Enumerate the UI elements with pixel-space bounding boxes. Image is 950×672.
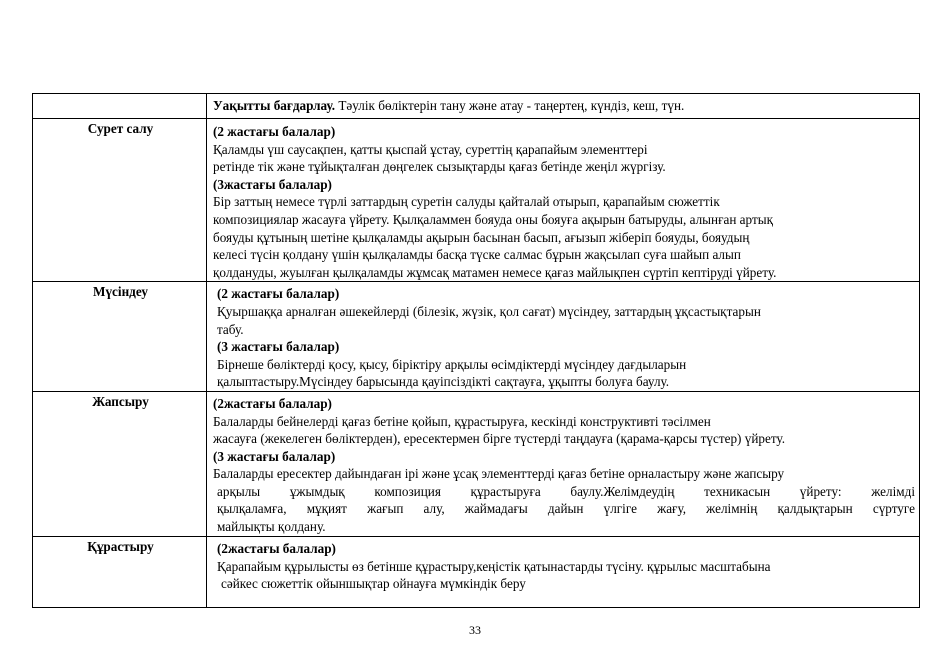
content-line: Қуыршаққа арналған әшекейлерді (білезік, жүзік, қол сағат) мүсіндеу, заттардың ұқсастықтарын [217, 303, 761, 319]
table-row [33, 391, 920, 536]
age-group-heading: (3 жастағы балалар) [217, 339, 340, 355]
age-group-heading: (2жастағы балалар) [213, 395, 332, 411]
content-line: ретінде тік және тұйықталған дөңгелек сызықтарды қағаз бетінде жеңіл жүргізу. [213, 159, 666, 175]
content-line: Бірнеше бөліктерді қосу, қысу, біріктіру арқылы өсімдіктерді мүсіндеу дағдыларын [217, 356, 687, 372]
table-row [33, 282, 920, 392]
subject-cell-drawing: Сурет салу [33, 119, 207, 282]
age-group-heading: (2 жастағы балалар) [217, 286, 340, 302]
content-line: сәйкес сюжеттік ойыншықтар ойнауға мүмкіндік беру [221, 576, 526, 592]
table-row [33, 119, 920, 282]
content-line: қалыптастыру.Мүсіндеу барысында қауіпсіздікті сақтауға, ұқыпты болуға баулу. [217, 374, 670, 390]
table-row [33, 94, 920, 119]
content-line: Қаламды үш саусақпен, қатты қыспай ұстау, суреттің қарапайым элементтері [213, 141, 648, 157]
content-cell-construction [207, 536, 920, 607]
content-cell-applique [207, 391, 920, 536]
content-cell-modeling [207, 282, 920, 392]
subject-cell-modeling: Мүсіндеу [33, 282, 207, 392]
content-line: арқылы ұжымдық композиция құрастыруға баулу.Желімдеудің техникасын үйрету: желімді [217, 483, 915, 499]
table-row [33, 536, 920, 607]
age-group-heading: (3жастағы балалар) [213, 176, 332, 192]
content-cell [207, 94, 920, 119]
subject-cell [33, 94, 207, 119]
content-line: қолдануды, жуылған қылқаламды жұмсақ матамен немесе қағаз майлықпен сүртіп кептіруді үйрету. [213, 264, 777, 280]
content-line: композициялар жасауға үйрету. Қылқаламмен бояуда оны бояуға ақырын батыруды, алынған артық [213, 211, 773, 227]
age-group-heading: (2 жастағы балалар) [213, 124, 336, 139]
curriculum-table [32, 93, 920, 608]
content-line: майлықты қолдану. [217, 519, 326, 535]
time-orientation-heading: Уақытты бағдарлау. [213, 98, 336, 113]
page-number: 33 [469, 623, 481, 637]
content-line: Бір заттың немесе түрлі заттардың суретін салуды қайталай отырып, қарапайым сюжеттік [213, 194, 720, 210]
content-line: Балаларды ересектер дайындаған ірі және ұсақ элементтерді қағаз бетіне орналастыру және жапсыру [213, 466, 785, 482]
subject-cell-applique: Жапсыру [33, 391, 207, 536]
content-line: бояуды құтының шетіне қылқаламды ақырын басынан басып, ағызып жіберіп бояуды, бояудың [213, 229, 750, 245]
subject-cell-construction: Құрастыру [33, 536, 207, 607]
content-line: Қарапайым құрылысты өз бетінше құрастыру,кеңістік қатынастарды түсіну. құрылыс масштабына [217, 558, 771, 574]
content-cell-drawing [207, 119, 920, 282]
content-line: келесі түсін қолдану үшін қылқаламды басқа түске салмас бұрын жақсылап суға шайып алып [213, 247, 741, 263]
age-group-heading: (3 жастағы балалар) [213, 448, 336, 464]
content-line: табу. [217, 321, 244, 337]
content-line: Балаларды бейнелерді қағаз бетіне қойып, құрастыруға, кескінді конструктивті тәсілмен [213, 413, 711, 429]
content-line: қылқаламға, мұқият жағып алу, жаймадағы дайын үлгіге жағу, желімнің қалдықтарын сүртуге [217, 501, 915, 517]
content-line: жасауға (жекелеген бөліктерден), ересектермен бірге түстерді таңдауға (қарама-қарсы түстер) үйрету. [213, 431, 785, 447]
age-group-heading: (2жастағы балалар) [217, 540, 336, 556]
time-orientation-text: Тәулік бөліктерін тану және атау - таңертең, күндіз, кеш, түн. [335, 98, 685, 113]
